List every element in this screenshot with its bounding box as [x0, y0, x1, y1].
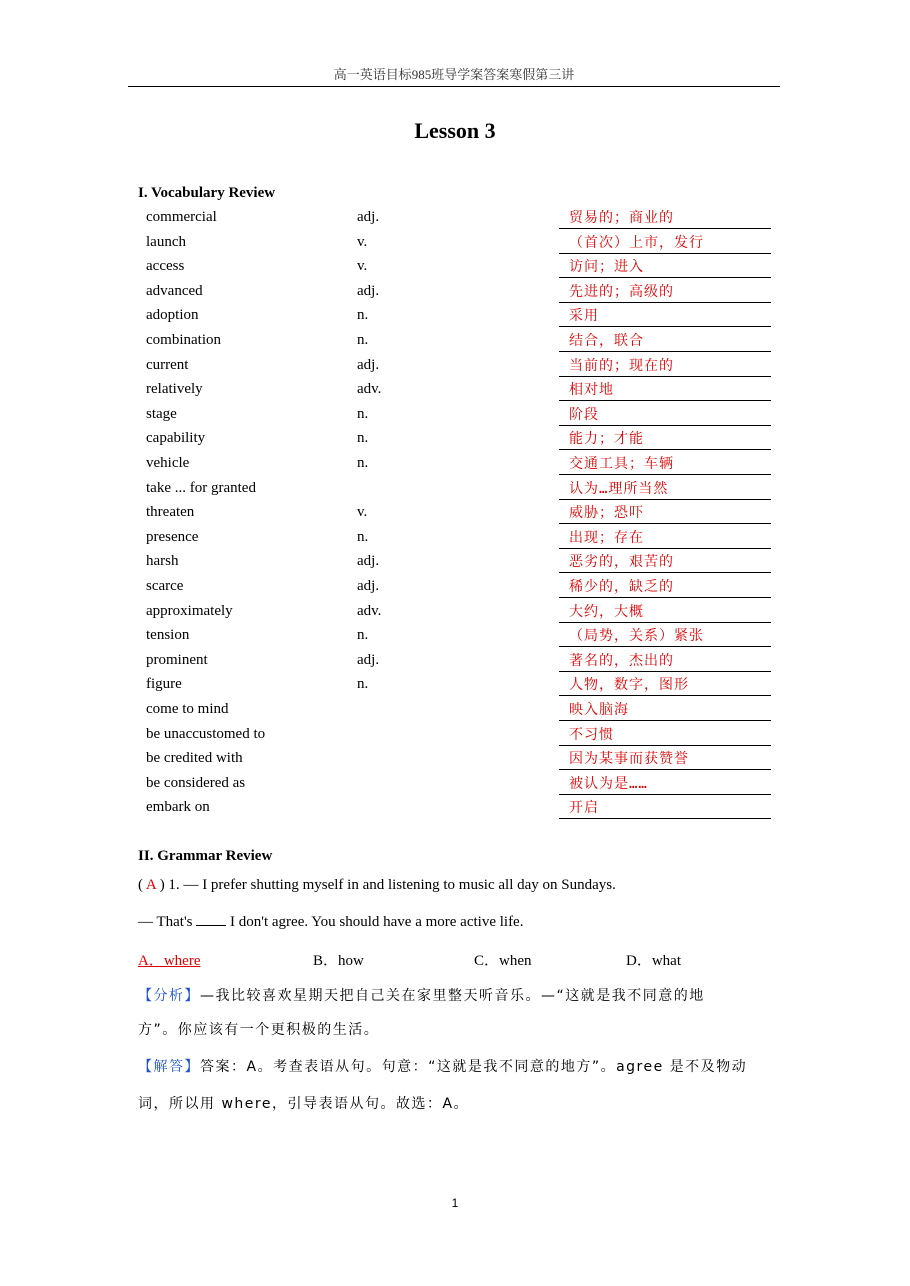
- vocab-meaning: 恶劣的，艰苦的: [559, 551, 771, 573]
- vocab-row: [0, 652, 910, 677]
- vocab-word: access: [146, 258, 185, 275]
- grammar-section-heading: [138, 848, 272, 865]
- option-b: B．how: [313, 953, 364, 969]
- vocab-part-of-speech: adj.: [357, 553, 380, 570]
- vocab-meaning: 认为…理所当然: [559, 478, 771, 500]
- vocab-row: [0, 553, 910, 578]
- vocab-word: commercial: [146, 209, 217, 225]
- vocab-part-of-speech: n.: [357, 676, 369, 693]
- vocab-part-of-speech: n.: [357, 627, 369, 644]
- analysis-line-1: [138, 985, 705, 1005]
- vocab-word: embark on: [146, 799, 210, 816]
- vocab-meaning: 结合，联合: [559, 330, 771, 352]
- analysis-tag: 【分析】: [138, 988, 200, 1004]
- solution-text-1: 答案：A。考查表语从句。句意：“这就是我不同意的地方”。agree 是不及物动: [200, 1059, 748, 1075]
- vocab-row: [0, 480, 910, 505]
- vocab-row: [0, 504, 910, 529]
- vocab-row: [0, 258, 910, 283]
- vocab-part-of-speech: adj.: [357, 282, 380, 299]
- vocab-row: [0, 799, 910, 824]
- vocab-meaning: 出现；存在: [559, 527, 771, 549]
- vocab-word: vehicle: [146, 455, 190, 471]
- vocab-meaning: （局势，关系）紧张: [559, 625, 771, 647]
- vocab-meaning: 稀少的，缺乏的: [559, 576, 771, 598]
- section-numeral: II: [138, 848, 150, 864]
- lesson-title: Lesson 3: [414, 118, 496, 143]
- answer-paren-open: (: [138, 877, 146, 893]
- vocab-word: threaten: [146, 504, 195, 521]
- question-1-stem: [138, 877, 616, 894]
- vocab-part-of-speech: adj.: [357, 209, 380, 225]
- page-number: 1: [451, 1196, 459, 1210]
- vocab-row: [0, 627, 910, 652]
- option-c: C．when: [474, 953, 532, 969]
- vocab-meaning: 威胁；恐吓: [559, 502, 771, 524]
- vocab-word: advanced: [146, 282, 203, 299]
- vocab-meaning: 交通工具；车辆: [559, 453, 771, 475]
- vocab-word: harsh: [146, 553, 179, 570]
- vocab-meaning: 贸易的；商业的: [559, 207, 771, 229]
- vocab-word: come to mind: [146, 701, 229, 717]
- section-heading-text: . Grammar Review: [149, 848, 273, 864]
- vocab-word: adoption: [146, 307, 199, 324]
- vocab-word: take ... for granted: [146, 479, 256, 496]
- vocab-meaning: 当前的；现在的: [559, 355, 771, 377]
- question-line-2-pre: — That's: [138, 914, 197, 930]
- vocab-meaning: 开启: [559, 797, 771, 819]
- question-line-2-post: I don't agree. You should have a more active life.: [226, 914, 524, 930]
- vocab-row: [0, 676, 910, 701]
- vocab-part-of-speech: n.: [357, 430, 369, 447]
- vocab-part-of-speech: n.: [357, 405, 369, 422]
- vocab-word: approximately: [146, 602, 233, 619]
- vocab-word: be considered as: [146, 774, 246, 791]
- vocab-part-of-speech: adj.: [357, 578, 380, 594]
- vocab-section-heading: [138, 185, 275, 202]
- vocab-meaning: 人物，数字，图形: [559, 674, 771, 696]
- vocab-part-of-speech: adj.: [357, 651, 380, 668]
- vocab-word: be unaccustomed to: [146, 725, 266, 742]
- analysis-line-2: 方”。你应该有一个更积极的生活。: [138, 1022, 380, 1038]
- page-header: 高一英语目标985班导学案答案寒假第三讲: [128, 64, 780, 87]
- vocab-meaning: 映入脑海: [559, 699, 771, 721]
- vocab-part-of-speech: adv.: [357, 381, 382, 398]
- vocab-row: [0, 603, 910, 628]
- vocab-meaning: 阶段: [559, 404, 771, 426]
- vocab-meaning: 著名的，杰出的: [559, 650, 771, 672]
- vocab-word: presence: [146, 528, 199, 545]
- vocab-part-of-speech: v.: [357, 258, 368, 275]
- question-1-line-2: [138, 913, 523, 931]
- vocab-word: scarce: [146, 578, 184, 594]
- vocab-part-of-speech: adv.: [357, 602, 382, 619]
- answer-paren-close: ) 1.: [155, 877, 184, 893]
- vocab-row: [0, 578, 910, 603]
- vocab-word: capability: [146, 430, 206, 447]
- vocab-meaning: 采用: [559, 305, 771, 327]
- vocab-part-of-speech: v.: [357, 233, 368, 250]
- option-d: D．what: [626, 953, 681, 969]
- solution-line-2: 词，所以用 where，引导表语从句。故选：A。: [138, 1096, 470, 1112]
- question-line-1: — I prefer shutting myself in and listening to music all day on Sundays.: [183, 877, 616, 893]
- vocab-part-of-speech: n.: [357, 332, 369, 348]
- vocab-row: [0, 283, 910, 308]
- option-a: A．where: [138, 953, 201, 969]
- vocab-word: relatively: [146, 381, 203, 398]
- vocab-meaning: 相对地: [559, 379, 771, 401]
- vocab-part-of-speech: v.: [357, 504, 368, 521]
- vocab-part-of-speech: n.: [357, 528, 369, 545]
- vocab-row: [0, 381, 910, 406]
- vocab-word: tension: [146, 627, 190, 644]
- vocab-meaning: 大约，大概: [559, 601, 771, 623]
- vocab-row: [0, 726, 910, 751]
- vocab-row: [0, 357, 910, 382]
- vocab-row: [0, 775, 910, 800]
- vocab-meaning: 访问；进入: [559, 256, 771, 278]
- vocab-word: current: [146, 356, 189, 373]
- vocab-row: [0, 750, 910, 775]
- vocab-row: [0, 406, 910, 431]
- vocab-part-of-speech: n.: [357, 307, 369, 324]
- vocab-row: [0, 430, 910, 455]
- vocab-meaning: 先进的；高级的: [559, 281, 771, 303]
- vocab-part-of-speech: adj.: [357, 356, 380, 373]
- vocab-meaning: 被认为是……: [559, 773, 771, 795]
- vocab-word: prominent: [146, 651, 208, 668]
- vocab-row: [0, 455, 910, 480]
- vocab-meaning: 不习惯: [559, 724, 771, 746]
- vocab-word: stage: [146, 405, 177, 422]
- solution-tag: 【解答】: [138, 1059, 200, 1075]
- answer-blank: [196, 913, 226, 926]
- vocab-row: [0, 307, 910, 332]
- vocab-word: launch: [146, 233, 186, 250]
- vocab-meaning: （首次）上市，发行: [559, 232, 771, 254]
- vocab-word: be credited with: [146, 750, 243, 767]
- analysis-text-1: —我比较喜欢星期天把自己关在家里整天听音乐。—“这就是我不同意的地: [200, 988, 705, 1004]
- vocab-part-of-speech: n.: [357, 455, 369, 471]
- vocab-meaning: 能力；才能: [559, 428, 771, 450]
- vocab-meaning: 因为某事而获赞誉: [559, 748, 771, 770]
- section-numeral: I: [138, 185, 144, 201]
- vocab-row: [0, 234, 910, 259]
- solution-line-1: [138, 1056, 747, 1076]
- vocab-word: figure: [146, 676, 182, 693]
- vocab-row: [0, 209, 910, 234]
- vocab-row: [0, 332, 910, 357]
- answer-letter: A: [145, 877, 156, 893]
- section-heading-text: . Vocabulary Review: [143, 185, 276, 201]
- vocab-word: combination: [146, 332, 221, 348]
- vocab-row: [0, 701, 910, 726]
- vocab-row: [0, 529, 910, 554]
